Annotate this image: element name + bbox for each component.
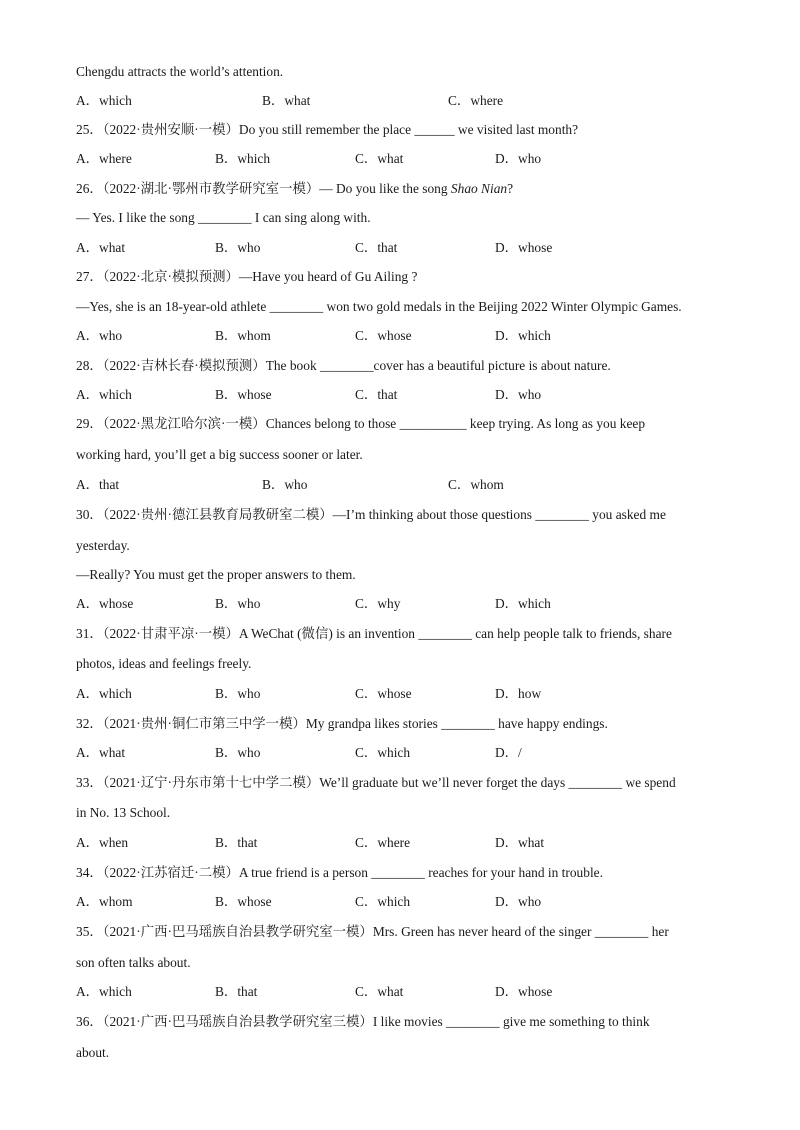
question-text: My grandpa likes stories ________ have happy endings. [305, 716, 608, 731]
option-a[interactable]: A．where [76, 151, 132, 166]
option-b[interactable]: B．whom [215, 328, 271, 343]
question-text: —I’m thinking about those questions ________ you asked me [332, 507, 666, 522]
question-number: 32． [76, 716, 103, 731]
question-30 [76, 506, 720, 524]
option-b[interactable]: B．who [262, 477, 308, 492]
option-d[interactable]: D．who [495, 894, 542, 909]
option-a[interactable]: A．which [76, 984, 132, 999]
question-text-line: about. [76, 1045, 110, 1060]
question-source: （2022·北京·模拟预测） [102, 269, 239, 284]
option-a[interactable]: A．which [76, 686, 132, 701]
option-c[interactable]: C．where [355, 835, 411, 850]
question-source: （2022·贵州安顺·一模） [102, 122, 239, 137]
question-number: 33． [76, 775, 103, 790]
option-b[interactable]: B．who [215, 745, 261, 760]
option-a[interactable]: A．that [76, 477, 120, 492]
option-a[interactable]: A．when [76, 835, 129, 850]
question-number: 35． [76, 924, 103, 939]
option-d[interactable]: D．whose [495, 240, 553, 255]
option-a[interactable]: A．whose [76, 596, 134, 611]
question-34 [76, 864, 720, 882]
question-26 [76, 180, 720, 198]
question-number: 25． [76, 122, 103, 137]
song-title: Shao Nian [450, 181, 508, 196]
option-d[interactable]: D．which [495, 596, 551, 611]
question-number: 28． [76, 358, 103, 373]
option-c[interactable]: C．that [355, 387, 398, 402]
question-text: Mrs. Green has never heard of the singer ________ her [372, 924, 669, 939]
option-c[interactable]: C．whose [355, 686, 412, 701]
question-33 [76, 774, 720, 792]
question-text-end: ? [507, 181, 514, 196]
question-source: （2021·广西·巴马瑶族自治县教学研究室一模） [102, 924, 373, 939]
question-source: （2022·湖北·鄂州市教学研究室一模） [102, 181, 320, 196]
option-b[interactable]: B．which [215, 151, 271, 166]
question-source: （2021·广西·巴马瑶族自治县教学研究室三模） [102, 1014, 373, 1029]
question-text: I like movies ________ give me something to think [372, 1014, 650, 1029]
option-a[interactable]: A．whom [76, 894, 133, 909]
question-text-line: Chengdu attracts the world’s attention. [76, 64, 284, 79]
question-text-line: photos, ideas and feelings freely. [76, 656, 252, 671]
question-36 [76, 1013, 720, 1031]
option-b[interactable]: B．who [215, 686, 261, 701]
question-number: 29． [76, 416, 103, 431]
question-text-line: son often talks about. [76, 955, 191, 970]
option-c[interactable]: C．what [355, 984, 404, 999]
option-d[interactable]: D．who [495, 151, 542, 166]
question-source: （2022·黑龙江哈尔滨·一模） [102, 416, 266, 431]
question-number: 27． [76, 269, 103, 284]
option-b[interactable]: B．that [215, 835, 258, 850]
question-29 [76, 415, 720, 433]
option-d[interactable]: D．/ [495, 745, 522, 760]
question-number: 30． [76, 507, 103, 522]
option-b[interactable]: B．who [215, 240, 261, 255]
question-28 [76, 357, 720, 375]
option-c[interactable]: C．why [355, 596, 401, 611]
question-27 [76, 268, 720, 286]
option-c[interactable]: C．whom [448, 477, 504, 492]
question-text-line: in No. 13 School. [76, 805, 171, 820]
question-32 [76, 715, 720, 733]
option-a[interactable]: A．which [76, 93, 132, 108]
option-d[interactable]: D．who [495, 387, 542, 402]
option-c[interactable]: C．that [355, 240, 398, 255]
question-text: Chances belong to those __________ keep trying. As long as you keep [265, 416, 646, 431]
option-d[interactable]: D．how [495, 686, 542, 701]
option-d[interactable]: D．what [495, 835, 545, 850]
question-text: The book ________cover has a beautiful picture is about nature. [265, 358, 611, 373]
option-c[interactable]: C．where [448, 93, 504, 108]
option-c[interactable]: C．which [355, 745, 411, 760]
option-b[interactable]: B．what [262, 93, 311, 108]
question-text: We’ll graduate but we’ll never forget the days ________ we spend [319, 775, 676, 790]
question-number: 34． [76, 865, 103, 880]
question-number: 36． [76, 1014, 103, 1029]
question-source: （2022·甘肃平凉·一模） [102, 626, 239, 641]
question-text: A true friend is a person ________ reaches for your hand in trouble. [238, 865, 603, 880]
question-text-line: yesterday. [76, 538, 130, 553]
question-31 [76, 625, 720, 643]
question-number: 31． [76, 626, 103, 641]
question-source: （2021·贵州·铜仁市第三中学一模） [102, 716, 306, 731]
question-source: （2022·贵州·德江县教育局教研室二模） [102, 507, 333, 522]
option-a[interactable]: A．which [76, 387, 132, 402]
question-text-line: —Yes, she is an 18-year-old athlete ________ won two gold medals in the Beijing 2022 Winter Olympic Games. [76, 299, 682, 314]
question-source: （2021·辽宁·丹东市第十七中学二模） [102, 775, 320, 790]
option-b[interactable]: B．who [215, 596, 261, 611]
question-text-line: — Yes. I like the song ________ I can sing along with. [76, 210, 371, 225]
option-d[interactable]: D．which [495, 328, 551, 343]
question-source: （2022·江苏宿迁·二模） [102, 865, 239, 880]
question-text: Do you still remember the place ______ we visited last month? [238, 122, 579, 137]
question-text: — Do you like the song [319, 181, 451, 196]
question-text: —Have you heard of Gu Ailing ? [238, 269, 418, 284]
question-text-line: —Really? You must get the proper answers to them. [76, 567, 356, 582]
option-b[interactable]: B．whose [215, 387, 272, 402]
option-c[interactable]: C．what [355, 151, 404, 166]
option-a[interactable]: A．who [76, 328, 123, 343]
question-text: A WeChat (微信) is an invention ________ can help people talk to friends, share [238, 626, 672, 641]
question-text-line: working hard, you’ll get a big success sooner or later. [76, 447, 363, 462]
option-a[interactable]: A．what [76, 745, 126, 760]
question-source: （2022·吉林长春·模拟预测） [102, 358, 266, 373]
question-35 [76, 923, 720, 941]
question-25 [76, 121, 720, 139]
option-d[interactable]: D．whose [495, 984, 553, 999]
option-b[interactable]: B．that [215, 984, 258, 999]
option-c[interactable]: C．whose [355, 328, 412, 343]
option-a[interactable]: A．what [76, 240, 126, 255]
option-b[interactable]: B．whose [215, 894, 272, 909]
option-c[interactable]: C．which [355, 894, 411, 909]
question-number: 26． [76, 181, 103, 196]
